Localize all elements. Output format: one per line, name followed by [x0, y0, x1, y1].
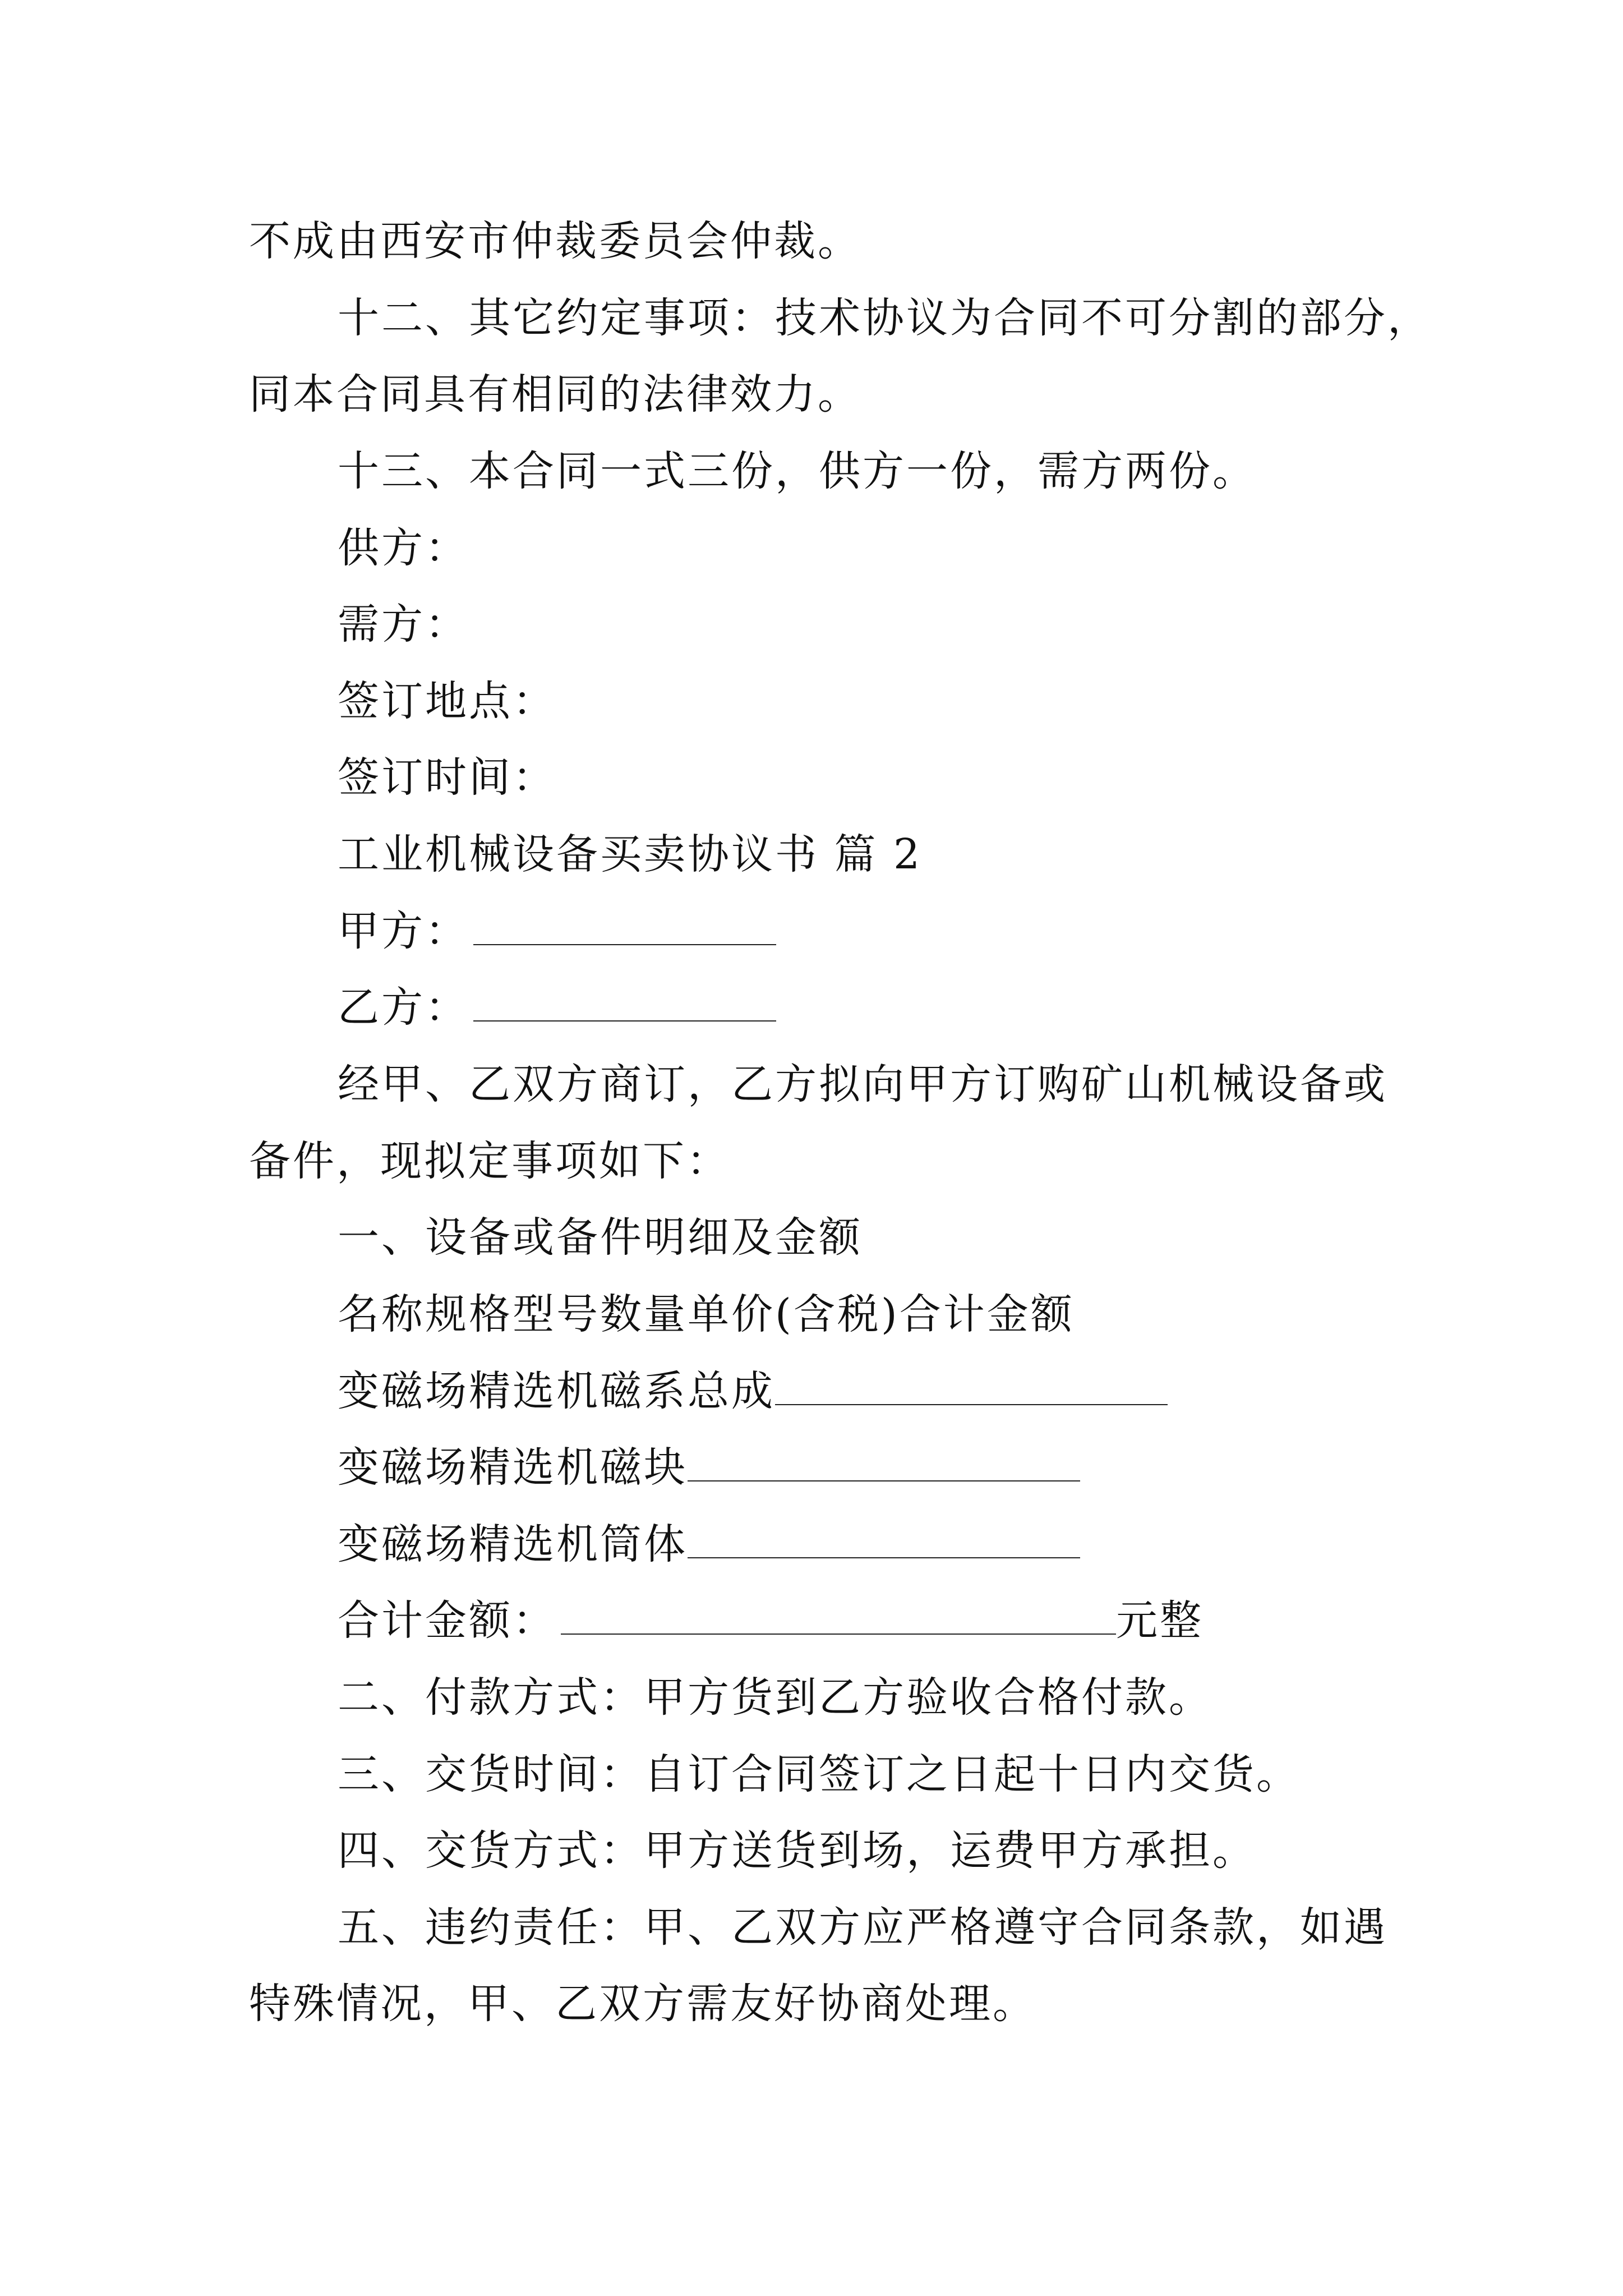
signing-time-label: 签订时间：: [338, 753, 556, 802]
clause-5: 五、违约责任：甲、乙双方应严格遵守合同条款，如遇: [338, 1903, 1387, 1952]
text-line: 同本合同具有相同的法律效力。: [249, 370, 861, 418]
total-label: 合计金额：: [338, 1596, 556, 1645]
party-b-label: 乙方：: [338, 983, 469, 1032]
total-suffix: 元整: [1116, 1596, 1204, 1645]
party-a-blank: [473, 905, 776, 945]
item-blank: [775, 1365, 1168, 1405]
section-heading: 工业机械设备买卖协议书 篇 2: [338, 830, 923, 878]
item-name: 变磁场精选机磁系总成: [338, 1367, 775, 1415]
item-row: [338, 1439, 1080, 1496]
buyer-label: 需方：: [338, 600, 469, 648]
clause-4: 四、交货方式：甲方送货到场，运费甲方承担。: [338, 1826, 1256, 1875]
clause-5-cont: 特殊情况，甲、乙双方需友好协商处理。: [249, 1980, 1036, 2028]
item-row: [338, 1516, 1080, 1572]
party-b-blank: [473, 981, 776, 1022]
signing-place-label: 签订地点：: [338, 677, 556, 725]
party-b-row: [338, 979, 776, 1036]
item-row: [338, 1363, 1168, 1419]
total-blank: [561, 1594, 1116, 1635]
item-name: 变磁场精选机磁块: [338, 1443, 688, 1492]
clause-13: 十三、本合同一式三份，供方一份，需方两份。: [338, 447, 1256, 495]
clause-2: 二、付款方式：甲方货到乙方验收合格付款。: [338, 1673, 1212, 1722]
clause-3: 三、交货时间：自订合同签订之日起十日内交货。: [338, 1750, 1300, 1798]
total-row: [338, 1593, 1204, 1649]
text-line: 不成由西安市仲裁委员会仲裁。: [249, 217, 861, 265]
intro-line-cont: 备件，现拟定事项如下：: [249, 1137, 730, 1185]
intro-line: 经甲、乙双方商订，乙方拟向甲方订购矿山机械设备或: [338, 1060, 1387, 1108]
party-a-row: [338, 903, 776, 959]
clause-12: 十二、其它约定事项：技术协议为合同不可分割的部分，: [338, 294, 1431, 342]
table-header-line: 名称规格型号数量单价(含税)合计金额: [338, 1290, 1075, 1338]
clause-1-heading: 一、设备或备件明细及金额: [338, 1213, 863, 1262]
item-name: 变磁场精选机筒体: [338, 1520, 688, 1568]
item-blank: [688, 1518, 1080, 1558]
item-blank: [688, 1441, 1080, 1481]
party-a-label: 甲方：: [338, 907, 469, 955]
supplier-label: 供方：: [338, 524, 469, 572]
